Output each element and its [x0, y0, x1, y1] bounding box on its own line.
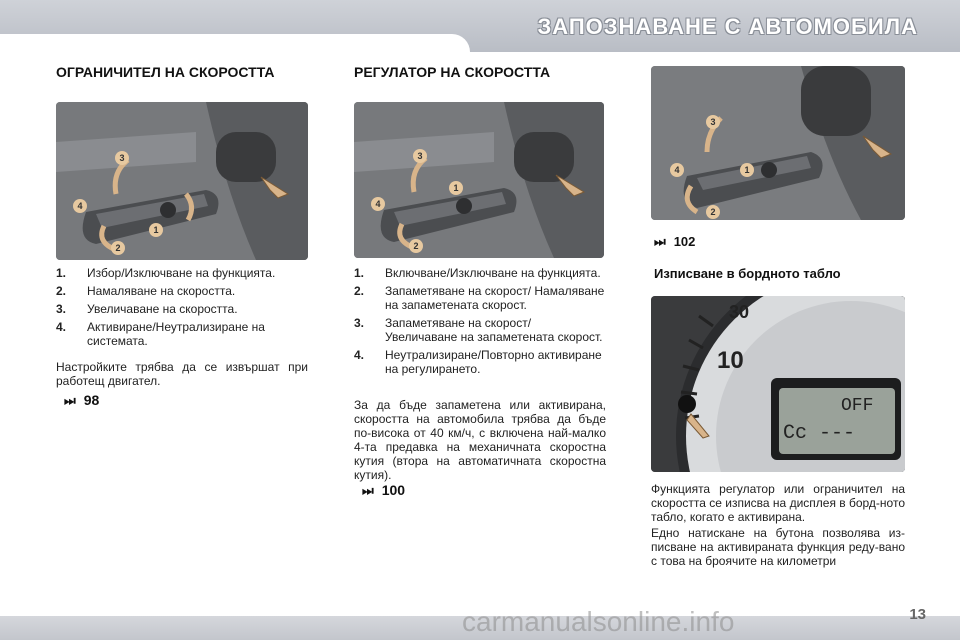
- dashboard-para-1: Функцията регулатор или ограничител на скоростта се изписва на дисплея в борд-ното табло, когато е активирана.: [651, 482, 906, 524]
- svg-text:2: 2: [710, 207, 716, 217]
- cruise-control-note: За да бъде запаметена или активирана, скоростта на автомобила трябва да бъде по-висока от 40 км/ч, с включена най-малко 4-та предавка на механичната скоростна кутия (втора на автоматичната скоростна кутия).: [354, 398, 606, 482]
- fast-forward-icon: ⏭: [362, 483, 374, 498]
- list-item: 1. Избор/Изключване на функцията.: [56, 266, 276, 280]
- page-ref-100[interactable]: ⏭ 100: [362, 482, 406, 498]
- list-item: 2. Намаляване на скоростта.: [56, 284, 236, 298]
- stalk-illustration-3: [651, 66, 905, 220]
- svg-text:2: 2: [115, 243, 121, 253]
- svg-text:3: 3: [119, 153, 125, 163]
- list-item: 1. Включване/Изключване на функцията.: [354, 266, 601, 280]
- fast-forward-icon: ⏭: [64, 393, 76, 408]
- list-item: 2. Запаметяване на скорост/ Намаляване на запаметената скорост.: [354, 284, 605, 312]
- dashboard-para-2: Едно натискане на бутона позволява из-писване на активираната функция реду-вано с това на броячите на километри: [651, 526, 905, 568]
- svg-text:4: 4: [375, 199, 381, 209]
- list-item: 4. Неутрализиране/Повторно активиране на регулирането.: [354, 348, 602, 376]
- speed-limiter-note: Настройките трябва да се извършат при работещ двигател.: [56, 360, 308, 388]
- stalk-illustration-2: [354, 102, 604, 258]
- page-title: ЗАПОЗНАВАНЕ С АВТОМОБИЛА: [537, 14, 918, 39]
- svg-text:3: 3: [417, 151, 423, 161]
- dashboard-illustration: [651, 296, 905, 472]
- speed-limiter-photo: [56, 102, 308, 260]
- svg-text:2: 2: [413, 241, 419, 251]
- svg-text:4: 4: [674, 165, 680, 175]
- dashboard-photo: [651, 296, 905, 472]
- svg-text:1: 1: [153, 225, 159, 235]
- header-notch: [0, 34, 470, 56]
- svg-text:30: 30: [729, 302, 750, 322]
- stalk-closeup-photo: [651, 66, 905, 220]
- stalk-illustration-1: [56, 102, 308, 260]
- speed-limiter-heading: ОГРАНИЧИТЕЛ НА СКОРОСТТА: [56, 64, 275, 80]
- page-ref-98[interactable]: ⏭ 98: [64, 392, 100, 408]
- cruise-control-photo: [354, 102, 604, 258]
- svg-text:3: 3: [710, 117, 716, 127]
- cruise-control-list: [354, 266, 606, 380]
- cruise-control-heading: РЕГУЛАТОР НА СКОРОСТТА: [354, 64, 551, 80]
- list-item: 4. Активиране/Неутрализиране на системата.: [56, 320, 265, 348]
- dash-button: [678, 395, 696, 413]
- svg-text:1: 1: [453, 183, 459, 193]
- svg-text:1: 1: [744, 165, 750, 175]
- svg-text:4: 4: [77, 201, 83, 211]
- page-number: 13: [909, 606, 926, 623]
- dashboard-heading: Изписване в бордното табло: [654, 266, 841, 281]
- speed-limiter-list: [56, 266, 312, 352]
- svg-text:OFF: OFF: [841, 396, 874, 416]
- list-item: 3. Увеличаване на скоростта.: [56, 302, 238, 316]
- svg-text:Cc ---: Cc ---: [783, 422, 856, 445]
- watermark: carmanualsonline.info: [462, 606, 735, 637]
- svg-text:10: 10: [717, 347, 744, 374]
- list-item: 3. Запаметяване на скорост/ Увеличаване на запаметената скорост.: [354, 316, 603, 344]
- fast-forward-icon: ⏭: [654, 234, 666, 249]
- page-ref-102[interactable]: ⏭ 102: [654, 234, 696, 249]
